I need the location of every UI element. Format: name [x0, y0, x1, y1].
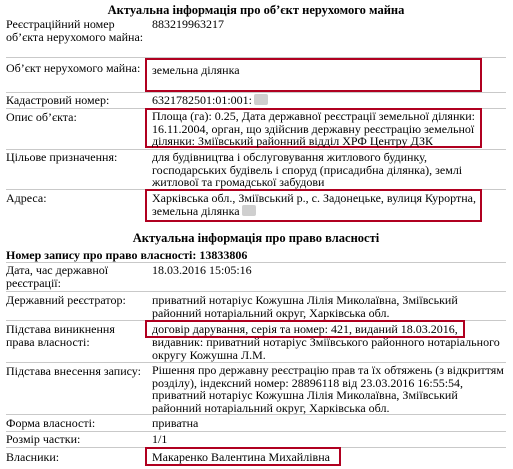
- basis-label: Підстава виникнення права власності:: [6, 322, 115, 349]
- registrar-label: Державний реєстратор:: [6, 293, 126, 307]
- divider: [6, 431, 506, 432]
- description-value: Площа (га): 0.25, Дата державної реєстрації земельної ділянки: 16.11.2004, орган, що здійснив державну реєстрацію земельної ділянки: Зміївський районний відділ ХРФ Центру ДЗК: [152, 109, 475, 148]
- redacted-block: [254, 94, 268, 105]
- record-number: Номер запису про право власності: 13833806: [6, 248, 248, 262]
- basis-value: договір дарування, серія та номер: 421, виданий 18.03.2016,: [152, 322, 458, 336]
- owners-value: Макаренко Валентина Михайлівна: [152, 450, 330, 464]
- entry-basis-label: Підстава внесення запису:: [6, 364, 141, 378]
- form-label: Форма власності:: [6, 416, 96, 430]
- reg-number-label: Реєстраційний номер об’єкта нерухомого майна:: [6, 17, 144, 44]
- basis-value-2: видавник: приватний нотаріус Зміївського районного нотаріального округу Кожушна Л.М.: [152, 335, 500, 362]
- address-value: Харківська обл., Зміївський р., с. Задонецьке, вулиця Курортна, земельна ділянка: [152, 191, 476, 218]
- description-label: Опис об’єкта:: [6, 110, 77, 124]
- cadastral-value: 6321782501:01:001:: [152, 94, 504, 107]
- entry-basis-value: Рішення про державну реєстрацію прав та їх обтяжень (з відкриттям розділу), індексний номер: 28896118 від 23.03.2016 16:55:54, приватний нотаріус Кожушна Лілія Миколаївна, Зміївський районний нотаріальний округ, Харківська обл.: [152, 363, 504, 415]
- divider: [6, 414, 506, 415]
- reg-number-value: 883219963217: [152, 17, 224, 31]
- registrar-value: приватний нотаріус Кожушна Лілія Миколаївна, Зміївський районний нотаріальний округ, Харківська обл.: [152, 293, 458, 320]
- owners-label: Власники:: [6, 450, 60, 464]
- date-value: 18.03.2016 15:05:16: [152, 263, 252, 277]
- section2-title: Актуальна інформація про право власності: [132, 231, 380, 245]
- address-label: Адреса:: [6, 191, 47, 205]
- date-label: Дата, час державної реєстрації:: [6, 263, 109, 290]
- divider: [6, 291, 506, 292]
- form-value: приватна: [152, 416, 199, 430]
- redacted-block: [242, 205, 256, 216]
- cadastral-label: Кадастровий номер:: [6, 93, 110, 107]
- object-label: Об’єкт нерухомого майна:: [6, 61, 141, 75]
- purpose-label: Цільове призначення:: [6, 150, 118, 164]
- purpose-value: для будівництва і обслуговування житлового будинку, господарських будівель і споруд (присадибна ділянка), землі житлової та громадської забудови: [152, 150, 463, 189]
- object-value: земельна ділянка: [152, 63, 240, 77]
- share-label: Розмір частки:: [6, 432, 81, 446]
- section1-title: Актуальна інформація про об’єкт нерухомого майна: [107, 3, 405, 17]
- share-value: 1/1: [152, 432, 168, 446]
